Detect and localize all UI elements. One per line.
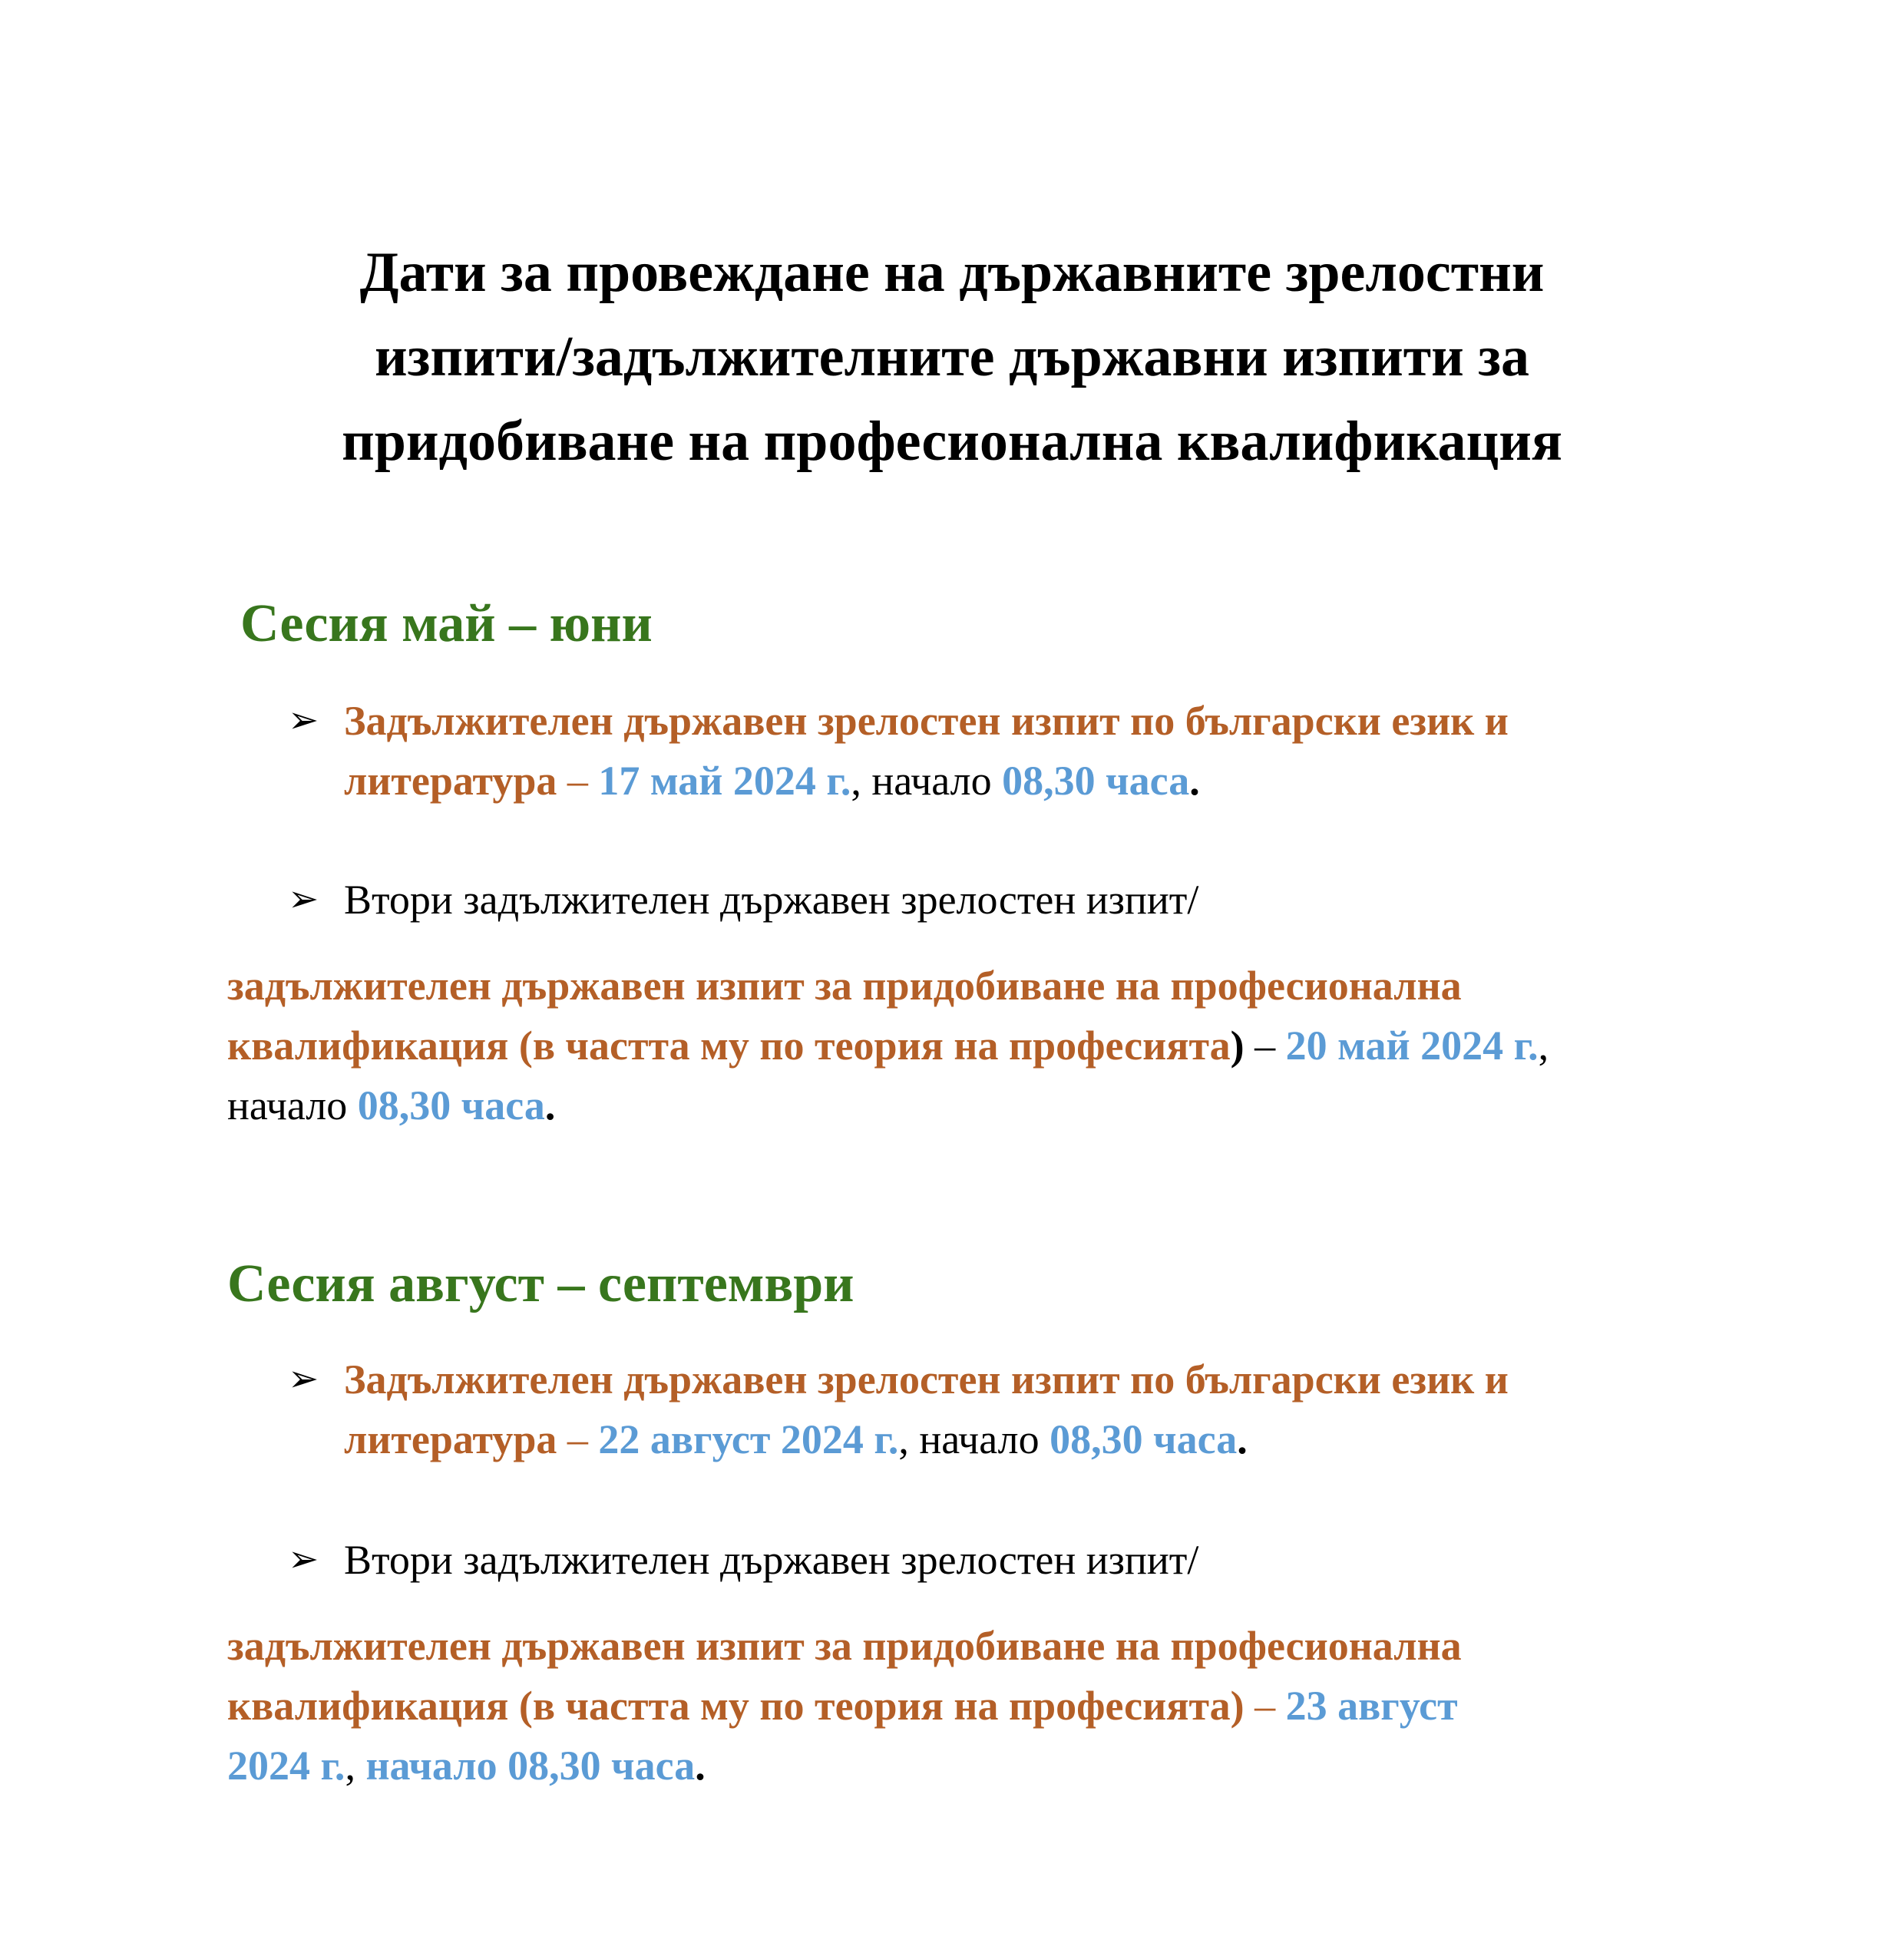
title-line-2: изпити/задължителните държавни изпити за xyxy=(375,325,1529,388)
exam-time: 08,30 часа xyxy=(1050,1416,1238,1462)
exam-item-professional-aug xyxy=(227,1616,1763,1796)
exam-subject-line-2: квалификация (в частта му по теория на професията) xyxy=(227,1683,1245,1729)
arrow-bullet-icon: ➢ xyxy=(288,879,319,920)
exam-subject-line-2: квалификация (в частта му по теория на професията xyxy=(227,1023,1231,1069)
exam-subject-line-1: задължителен държавен изпит за придобиване на професионална xyxy=(227,1623,1462,1669)
exam-start-label: , начало xyxy=(851,758,1003,804)
exam-subject-line-1: Задължителен държавен зрелостен изпит по български език и xyxy=(344,698,1509,744)
exam-date: 20 май 2024 г. xyxy=(1285,1023,1539,1069)
session-heading-aug-sep: Сесия август – септември xyxy=(227,1254,854,1313)
exam-intro-text: Втори задължителен държавен зрелостен изпит/ xyxy=(344,877,1199,923)
exam-subject-line-2: литература xyxy=(344,1416,557,1462)
title-line-1: Дати за провеждане на държавните зрелостни xyxy=(359,241,1545,304)
exam-time: 08,30 часа xyxy=(357,1082,545,1128)
exam-dash: – xyxy=(1244,1683,1286,1729)
exam-date-part-1: 23 август xyxy=(1285,1683,1458,1729)
exam-end: . xyxy=(544,1082,556,1128)
arrow-bullet-icon: ➢ xyxy=(288,1539,319,1580)
exam-date: 17 май 2024 г. xyxy=(598,758,851,804)
exam-subject-line-1: задължителен държавен изпит за придобиване на професионална xyxy=(227,963,1462,1009)
exam-dash: – xyxy=(1244,1023,1286,1069)
exam-comma: , xyxy=(1538,1023,1549,1069)
page-title xyxy=(0,230,1904,484)
exam-date: 22 август 2024 г. xyxy=(598,1416,899,1462)
exam-date-part-2: 2024 г. xyxy=(227,1743,345,1789)
exam-intro-text: Втори задължителен държавен зрелостен изпит/ xyxy=(344,1537,1199,1583)
exam-item-professional-may xyxy=(227,956,1763,1135)
exam-time: 08,30 часа xyxy=(1002,758,1190,804)
exam-start-label: , начало xyxy=(898,1416,1050,1462)
exam-subject-line-2: литература xyxy=(344,758,557,804)
exam-subject-line-1: Задължителен държавен зрелостен изпит по български език и xyxy=(344,1356,1509,1403)
exam-start-label: начало xyxy=(227,1082,358,1128)
exam-dash: – xyxy=(557,758,599,804)
exam-end: . xyxy=(695,1743,706,1789)
exam-dash: – xyxy=(557,1416,599,1462)
arrow-bullet-icon: ➢ xyxy=(288,700,319,741)
exam-end: . xyxy=(1237,1416,1248,1462)
exam-end: . xyxy=(1189,758,1200,804)
session-heading-may-june: Сесия май – юни xyxy=(240,594,653,653)
exam-item-second-intro-may xyxy=(344,870,1803,930)
exam-item-second-intro-aug xyxy=(344,1530,1803,1590)
exam-item-bulgarian-aug xyxy=(344,1350,1803,1469)
arrow-bullet-icon: ➢ xyxy=(288,1359,319,1399)
exam-item-bulgarian-may xyxy=(344,691,1803,811)
title-line-3: придобиване на професионална квалификация xyxy=(342,410,1562,473)
exam-comma: , xyxy=(345,1743,366,1789)
exam-start-time: начало 08,30 часа xyxy=(365,1743,696,1789)
exam-paren: ) xyxy=(1230,1023,1245,1069)
